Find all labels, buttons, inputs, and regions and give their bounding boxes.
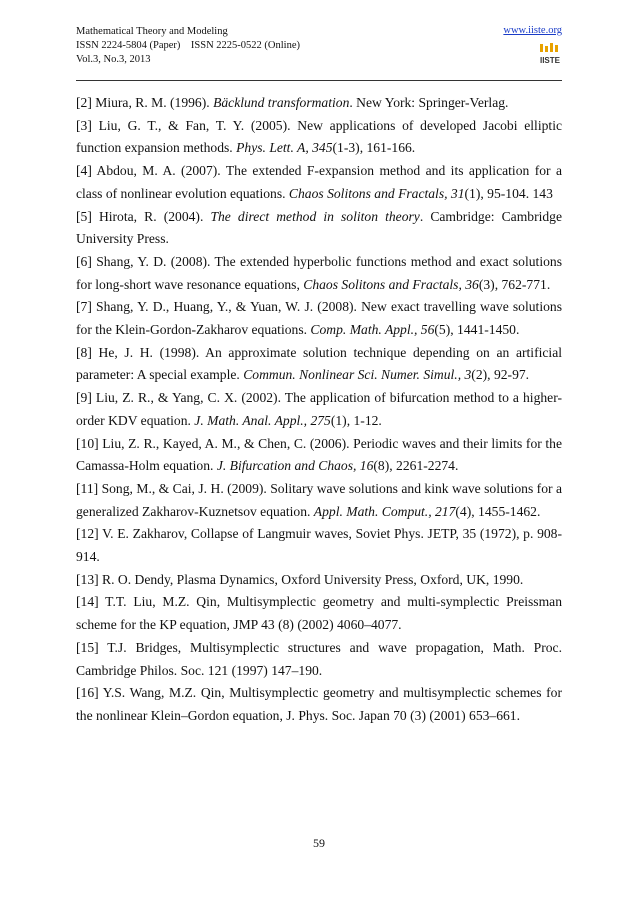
journal-title: Mathematical Theory and Modeling: [76, 26, 228, 37]
reference-item: [76, 523, 562, 568]
reference-text: [3] Liu, G. T., & Fan, T. Y. (2005). New applications of developed Jacobi elliptic function expansion methods.: [76, 117, 562, 156]
reference-text: (4), 1455-1462.: [455, 503, 541, 519]
reference-text: [13] R. O. Dendy, Plasma Dynamics, Oxford University Press, Oxford, UK, 1990.: [76, 571, 524, 587]
reference-item: [76, 478, 562, 523]
reference-item: [76, 115, 562, 160]
reference-text: [12] V. E. Zakharov, Collapse of Langmuir waves, Soviet Phys. JETP, 35 (1972), p. 908-914.: [76, 526, 562, 565]
reference-source: Phys. Lett. A, 345: [236, 140, 333, 156]
logo-text: IISTE: [539, 56, 561, 65]
reference-text: [9] Liu, Z. R., & Yang, C. X. (2002). The application of bifurcation method to a higher-order KDV equation.: [76, 390, 562, 428]
reference-text: [7] Shang, Y. D., Huang, Y., & Yuan, W. J. (2008). New exact travelling wave solutions for the Klein-Gordon-Zakharov equations.: [76, 299, 562, 338]
reference-text: [16] Y.S. Wang, M.Z. Qin, Multisymplectic geometry and multisymplectic schemes for the nonlinear Klein–Gordon equation, J. Phys. Soc. Japan 70 (3) (2001) 653–661.: [76, 685, 562, 723]
reference-text: (2), 92-97.: [471, 367, 530, 383]
reference-source: Comp. Math. Appl., 56: [310, 322, 435, 338]
reference-item: [76, 251, 562, 296]
reference-source: Chaos Solitons and Fractals, 36: [303, 276, 479, 292]
reference-item: [76, 591, 562, 636]
page-header: [76, 25, 562, 81]
iiste-logo-icon: [538, 42, 562, 66]
reference-text: [15] T.J. Bridges, Multisymplectic structures and wave propagation, Math. Proc. Cambridge Philos. Soc. 121 (1997) 147–190.: [76, 639, 562, 678]
reference-text: [11] Song, M., & Cai, J. H. (2009). Solitary wave solutions and kink wave solutions for a generalized Zakharov-Kuznetsov equation.: [76, 480, 562, 519]
reference-item: [76, 637, 562, 682]
reference-text: [8] He, J. H. (1998). An approximate solution technique depending on an artificial parameter: A special example.: [76, 344, 562, 383]
reference-source: Chaos Solitons and Fractals, 31: [288, 185, 465, 201]
reference-item: [76, 92, 562, 115]
reference-list: [76, 92, 562, 728]
reference-item: [76, 342, 562, 387]
reference-item: [76, 296, 562, 341]
volume-line: Vol.3, No.3, 2013: [76, 54, 151, 65]
reference-text: (1-3), 161-166.: [332, 140, 416, 156]
reference-text: . New York: Springer-Verlag.: [349, 95, 509, 110]
reference-source: J. Math. Anal. Appl., 275: [194, 412, 331, 428]
reference-text: (1), 95-104. 143: [464, 185, 553, 201]
website-link[interactable]: www.iiste.org: [503, 25, 562, 36]
reference-source: Commun. Nonlinear Sci. Numer. Simul., 3: [243, 367, 472, 383]
reference-text: (1), 1-12.: [330, 412, 382, 428]
page-number: 59: [313, 836, 325, 850]
reference-text: (8), 2261-2274.: [373, 458, 459, 474]
reference-text: [4] Abdou, M. A. (2007). The extended F-expansion method and its application for a class of nonlinear evolution equations.: [76, 163, 562, 201]
reference-text: (5), 1441-1450.: [434, 322, 520, 338]
reference-item: [76, 387, 562, 432]
reference-item: [76, 160, 562, 205]
reference-source: Bäcklund transformation: [213, 95, 350, 110]
reference-item: [76, 433, 562, 478]
reference-text: [5] Hirota, R. (2004).: [76, 208, 211, 224]
reference-text: (3), 762-771.: [478, 276, 551, 292]
reference-text: . Cambridge: Cambridge University Press.: [76, 208, 563, 247]
header-rule: [76, 80, 562, 81]
issn-line: ISSN 2224-5804 (Paper) ISSN 2225-0522 (Online): [76, 40, 300, 51]
reference-text: [10] Liu, Z. R., Kayed, A. M., & Chen, C. (2006). Periodic waves and their limits for the Camassa-Holm equation.: [76, 435, 562, 474]
reference-item: [76, 206, 562, 251]
reference-item: [76, 682, 562, 727]
reference-source: J. Bifurcation and Chaos, 16: [216, 458, 374, 474]
reference-text: [2] Miura, R. M. (1996).: [76, 95, 214, 110]
reference-text: [6] Shang, Y. D. (2008). The extended hyperbolic functions method and exact solutions for long-short wave resonance equations,: [76, 253, 562, 292]
reference-source: The direct method in soliton theory: [210, 208, 420, 224]
reference-text: [14] T.T. Liu, M.Z. Qin, Multisymplectic geometry and multi-symplectic Preissman scheme for the KP equation, JMP 43 (8) (2002) 4060–4077.: [76, 594, 562, 633]
reference-item: [76, 569, 562, 592]
reference-source: Appl. Math. Comput., 217: [313, 503, 456, 519]
